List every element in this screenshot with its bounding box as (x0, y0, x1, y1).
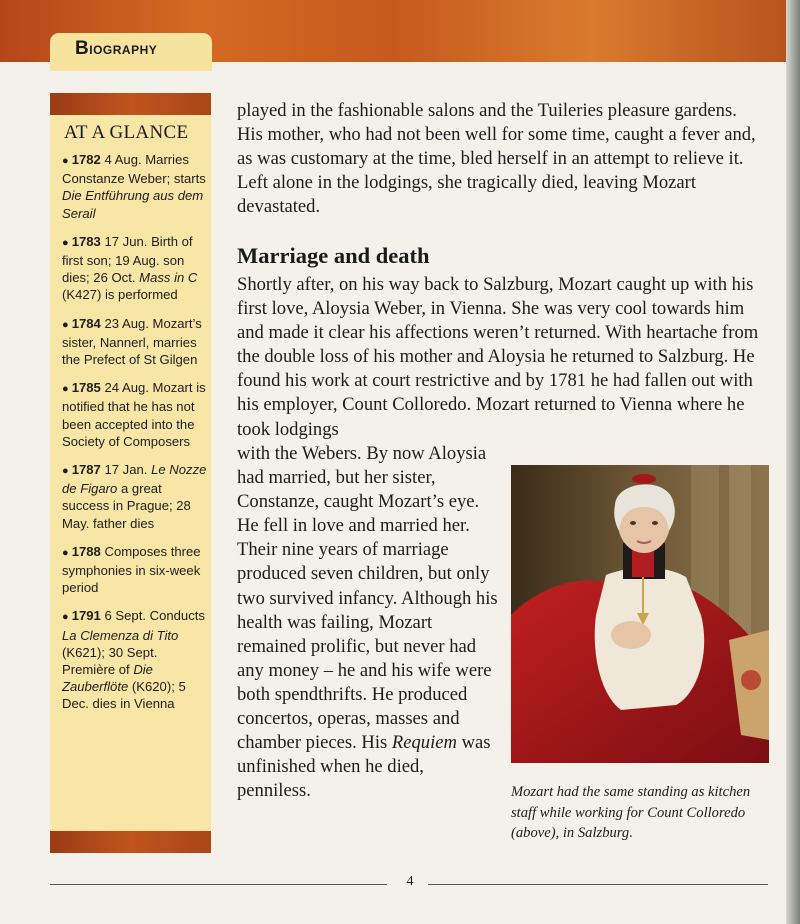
timeline-text: (K621); 30 Sept. Première of (62, 644, 158, 678)
timeline-text: 24 Aug. Mozart is notified that he has not been accepted into the Society of Composers (62, 380, 206, 449)
bullet-icon: ● (62, 318, 72, 331)
image-caption: Mozart had the same standing as kitchen staff while working for Count Colloredo (above), in Salzburg. (511, 784, 751, 841)
requiem-title: Requiem (391, 732, 457, 754)
timeline-entry (62, 607, 208, 712)
work-title: Die Zauberflöte (62, 662, 153, 695)
timeline-year: 1787 (71, 462, 101, 478)
timeline-text: 17 Jun. Birth of first son; 19 Aug. son dies; 26 Oct. (62, 233, 193, 286)
at-a-glance-sidebar (50, 93, 211, 853)
work-title: Die Entführung aus dem Serail (62, 188, 204, 221)
portrait-image (511, 465, 769, 763)
bullet-icon: ● (62, 236, 72, 249)
timeline-text: 23 Aug. Mozart’s sister, Nannerl, marries the Prefect of St Gilgen (62, 315, 202, 368)
bullet-icon: ● (62, 465, 72, 478)
paragraph-1: played in the fashionable salons and the Tuileries pleasure gardens. His mother, who had not been well for some time, caught a fever and, as was customary at the time, bled herself in an attempt to relieve it. Left alone in the lodgings, she tragically died, leaving Mozart devastated. (237, 100, 756, 218)
timeline-year: 1788 (71, 543, 101, 559)
paragraph-3 (237, 442, 502, 803)
count-colloredo-portrait (511, 465, 769, 763)
timeline-text: 17 Jan. (100, 462, 152, 478)
bullet-icon: ● (62, 155, 72, 167)
timeline-list (62, 151, 208, 724)
work-title: Le Nozze de Figaro (62, 462, 207, 497)
timeline-text: 6 Sept. Conducts (100, 608, 205, 624)
sidebar-top-band (50, 93, 211, 115)
page-binding-edge (786, 0, 800, 924)
timeline-year: 1784 (71, 315, 101, 331)
sidebar-title: AT A GLANCE (64, 122, 189, 143)
footer-rule-right (428, 884, 768, 885)
timeline-year: 1785 (71, 380, 101, 396)
timeline-entry (62, 543, 208, 597)
timeline-text: a great success in Prague; 28 May. father dies (62, 481, 191, 531)
page-number: 4 (406, 874, 414, 889)
bullet-icon: ● (62, 611, 72, 624)
timeline-year: 1782 (71, 152, 101, 167)
work-title: Mass in C (139, 270, 198, 286)
timeline-entry (62, 151, 208, 222)
section-tab-label: Biography (75, 38, 158, 59)
timeline-year: 1783 (71, 233, 101, 249)
timeline-text: (K620); 5 Dec. dies in Vienna (62, 679, 186, 712)
work-title: La Clemenza di Tito (62, 627, 179, 643)
footer-rule-left (50, 884, 387, 885)
timeline-text: 4 Aug. Marries Constanze Weber; starts (62, 152, 206, 187)
timeline-text: (K427) is performed (62, 287, 178, 303)
timeline-entry (62, 379, 208, 450)
timeline-entry (62, 461, 208, 532)
timeline-entry (62, 315, 208, 369)
bullet-icon: ● (62, 546, 72, 559)
paragraph-2: Shortly after, on his way back to Salzburg, Mozart caught up with his first love, Aloysia Weber, in Vienna. She was very cool towards him and made it clear his affections weren’t returned. With heartache from the double loss of his mother and Aloysia he returned to Salzburg. He found his work at court restrictive and by 1781 he had fallen out with his employer, Count Colloredo. Mozart returned to Vienna where he took lodgings (237, 274, 759, 440)
sidebar-bottom-band (50, 831, 211, 853)
paragraph-3-text-b: was unfinished when he died, penniless. (237, 732, 491, 802)
paragraph-3-text-a: with the Webers. By now Aloysia had married, but her sister, Constanze, caught Mozart’s eye. He fell in love and married her. Their nine years of marriage produced seven children, but only two survived infancy. Although his health was failing, Mozart remained prolific, but never had any money – he and his wife were both spendthrifts. He produced concertos, operas, masses and chamber pieces. His (237, 443, 498, 754)
timeline-year: 1791 (71, 608, 101, 624)
section-heading: Marriage and death (237, 243, 430, 268)
timeline-text: Composes three symphonies in six-week period (62, 543, 201, 596)
bullet-icon: ● (62, 383, 72, 396)
timeline-entry (62, 233, 208, 304)
